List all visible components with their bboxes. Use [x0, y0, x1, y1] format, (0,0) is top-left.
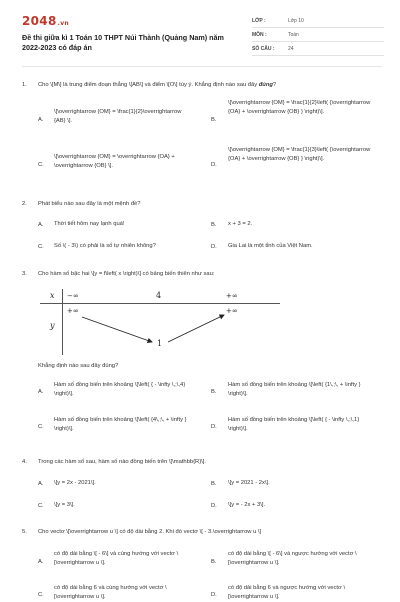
logo-suffix: .vn — [57, 20, 69, 27]
question-1-number: 1. — [22, 82, 27, 88]
meta-value: Lớp 10 — [288, 18, 304, 24]
question-1-text-em: đúng — [258, 82, 273, 88]
q1-option-b-label[interactable]: B. — [211, 117, 217, 123]
meta-value: Toán — [288, 32, 299, 38]
page-header — [22, 14, 382, 62]
q1-option-a[interactable]: \[\overrightarrow {OM} = \frac{1}{2}\overrightarrow {AB} \]. — [54, 109, 182, 124]
q4-option-a-label[interactable]: A. — [38, 481, 44, 487]
table-y-right: +∞ — [226, 307, 238, 315]
q4-option-c[interactable]: \[y = 3\]. — [54, 502, 75, 508]
meta-row-class — [252, 14, 384, 28]
q2-option-b[interactable]: x + 3 = 2. — [228, 221, 253, 227]
meta-key: SỐ CÂU : — [252, 46, 275, 52]
meta-key: LỚP : — [252, 18, 266, 24]
question-3-text: Cho hàm số bậc hai \[y = f\left( x \right)\] có bảng biến thiên như sau: — [38, 271, 215, 277]
meta-value: 24 — [288, 46, 294, 52]
question-1-text-pre: Cho \[M\] là trung điểm đoạn thẳng \[AB\] và điểm \[O\] tùy ý. Khẳng định nào sau đây — [38, 82, 259, 88]
q4-option-a[interactable]: \[y = 2x - 2021\]. — [54, 480, 96, 486]
q5-option-d[interactable]: có độ dài bằng 6 và ngược hướng với vectơ \[\overrightarrow u \]. — [228, 585, 346, 600]
table-x-mid: 4 — [156, 291, 162, 300]
variation-table — [40, 289, 280, 355]
q3-option-d-label[interactable]: D. — [211, 424, 217, 430]
question-3-prompt: Khẳng định nào sau đây đúng? — [38, 363, 119, 369]
logo-text: 2048 — [22, 14, 57, 28]
meta-key: MÔN : — [252, 32, 267, 38]
meta-row-subject — [252, 28, 384, 42]
q1-option-d[interactable]: \[\overrightarrow {OM} = \frac{1}{3}\left( {\overrightarrow {OA} + \overrightarrow {OB} } \right)\]. — [228, 147, 371, 162]
table-x-right: +∞ — [226, 292, 238, 300]
q2-option-d-label[interactable]: D. — [211, 244, 217, 250]
q5-option-d-label[interactable]: D. — [211, 592, 217, 598]
increasing-arrow — [168, 315, 224, 342]
q4-option-b[interactable]: \[y = 2021 - 2x\]. — [228, 480, 270, 486]
table-y-left: +∞ — [67, 307, 79, 315]
question-5-number: 5. — [22, 529, 27, 535]
q3-option-a[interactable]: Hàm số đồng biến trên khoảng \[\left( { - \infty \,;\,4} \right)\]. — [54, 382, 186, 397]
q5-option-c-label[interactable]: C. — [38, 592, 44, 598]
question-1-text — [38, 81, 276, 90]
question-1-text-post: ? — [272, 82, 277, 88]
q1-option-a-label[interactable]: A. — [38, 117, 44, 123]
q2-option-a[interactable]: Thời tiết hôm nay lạnh quá! — [54, 221, 125, 227]
table-arrows — [40, 289, 280, 355]
question-2-text: Phát biểu nào sau đây là một mệnh đề? — [38, 201, 141, 207]
q1-option-d-label[interactable]: D. — [211, 162, 217, 168]
page-title: Đề thi giữa kì 1 Toán 10 THPT Núi Thành (Quảng Nam) năm 2022-2023 có đáp án — [22, 33, 224, 52]
question-2-number: 2. — [22, 201, 27, 207]
q4-option-d-label[interactable]: D. — [211, 503, 217, 509]
q2-option-c[interactable]: Số \( - 3\) có phải là số tự nhiên không? — [54, 243, 156, 249]
table-y-min: 1 — [157, 339, 163, 348]
question-3-number: 3. — [22, 271, 27, 277]
q2-option-a-label[interactable]: A. — [38, 222, 44, 228]
q1-option-c[interactable]: \[\overrightarrow {OM} = \overrightarrow {OA} + \overrightarrow {OB} \]. — [54, 154, 175, 169]
q1-option-b[interactable]: \[\overrightarrow {OM} = \frac{1}{2}\left( {\overrightarrow {OA} + \overrightarrow {OB} } \right)\]. — [228, 100, 371, 115]
q3-option-c[interactable]: Hàm số đồng biến trên khoảng \[\left( {4\,;\, + \infty } \right)\]. — [54, 417, 187, 432]
q3-option-d[interactable]: Hàm số đồng biến trên khoảng \[\left( { - \infty \,;\,1} \right)\]. — [228, 417, 360, 432]
q3-option-c-label[interactable]: C. — [38, 424, 44, 430]
site-logo[interactable] — [22, 14, 69, 28]
q5-option-c[interactable]: có độ dài bằng 6 và cùng hướng với vectơ \[\overrightarrow u \]. — [54, 585, 167, 600]
question-5-text: Cho vectơ \[\overrightarrow u \] có độ dài bằng 2. Khi đó vectơ \[ - 3.\overrightarrow u \] — [38, 529, 262, 535]
q1-option-c-label[interactable]: C. — [38, 162, 44, 168]
q4-option-c-label[interactable]: C. — [38, 503, 44, 509]
q4-option-d[interactable]: \[y = - 2x + 3\]. — [228, 502, 266, 508]
q2-option-c-label[interactable]: C. — [38, 244, 44, 250]
decreasing-arrow — [82, 317, 152, 342]
question-4-text: Trong các hàm số sau, hàm số nào đồng biến trên \[\mathbb{R}\]. — [38, 459, 206, 465]
q5-option-b-label[interactable]: B. — [211, 559, 217, 565]
question-4-number: 4. — [22, 459, 27, 465]
header-divider — [22, 66, 382, 67]
meta-row-count — [252, 42, 384, 56]
q2-option-d[interactable]: Gia Lai là một tỉnh của Việt Nam. — [228, 243, 313, 249]
q3-option-a-label[interactable]: A. — [38, 389, 44, 395]
table-x-left: −∞ — [67, 292, 79, 300]
q3-option-b-label[interactable]: B. — [211, 389, 217, 395]
q5-option-a-label[interactable]: A. — [38, 559, 44, 565]
q3-option-b[interactable]: Hàm số đồng biến trên khoảng \[\left( {1\,;\, + \infty } \right)\]. — [228, 382, 361, 397]
q2-option-b-label[interactable]: B. — [211, 222, 217, 228]
exam-meta — [252, 14, 384, 56]
q4-option-b-label[interactable]: B. — [211, 481, 217, 487]
table-x-label: x — [50, 291, 55, 300]
table-y-label: y — [50, 321, 55, 330]
q5-option-a[interactable]: có độ dài bằng \[ - 6\] và cùng hướng với vectơ \[\overrightarrow u \]. — [54, 551, 179, 566]
q5-option-b[interactable]: có độ dài bằng \[ - 6\] và ngược hướng với vectơ \[\overrightarrow u \]. — [228, 551, 357, 566]
